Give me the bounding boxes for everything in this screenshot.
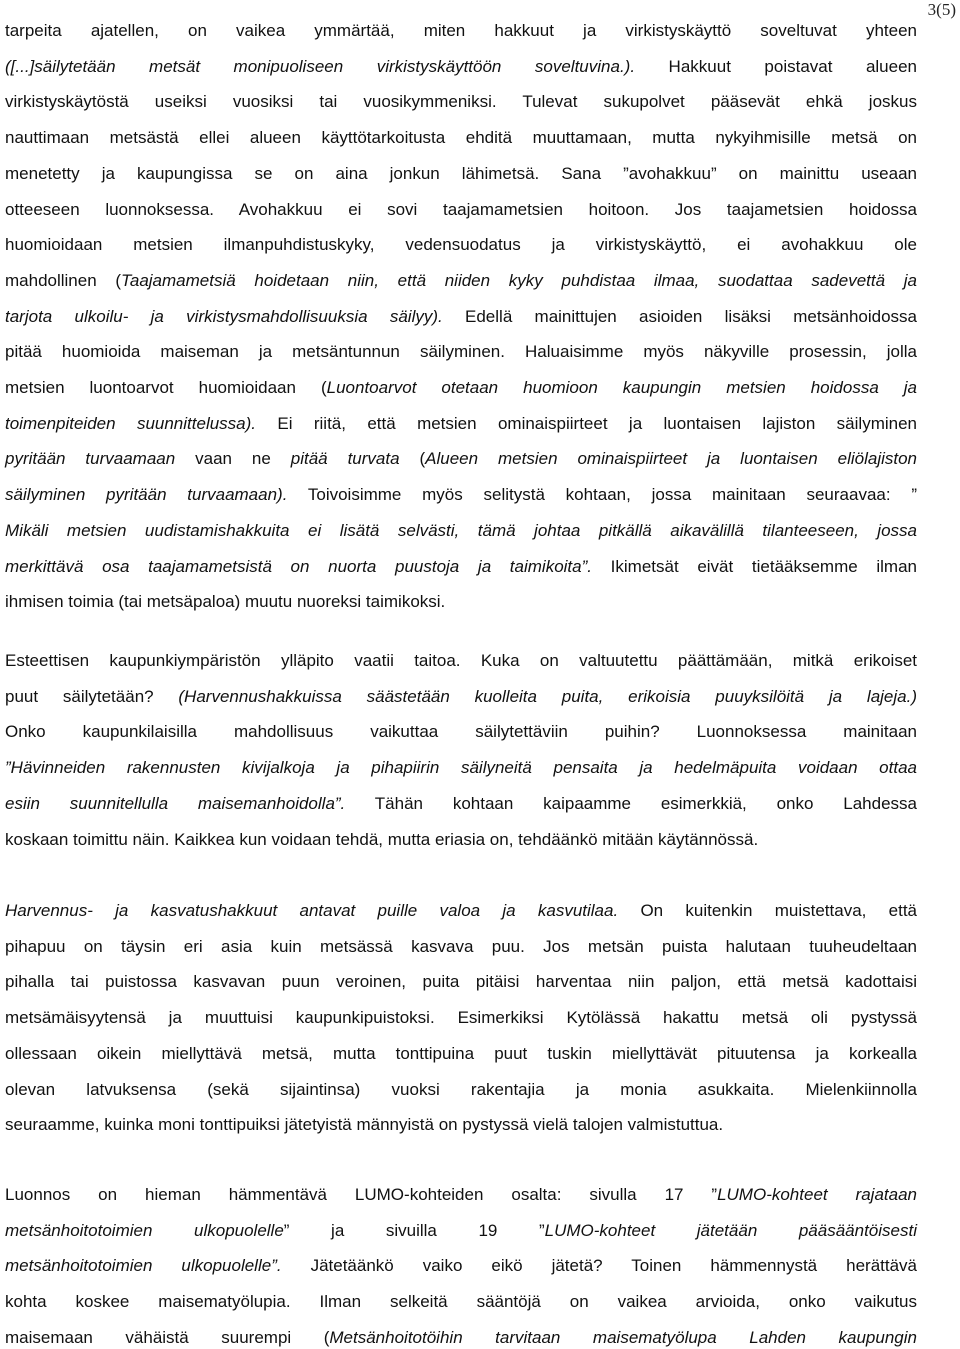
text-line: [5, 971, 917, 993]
text-line: [5, 484, 917, 506]
italic-quote-text: (Harvennushakkuissa säästetään kuolleita puita, erikoisia puuyksilöitä ja lajeja.): [178, 686, 917, 706]
text-line: [5, 199, 917, 221]
body-text: maisemaan vähäistä suurempi (: [5, 1327, 330, 1347]
italic-quote-text: LUMO-kohteet rajataan: [717, 1185, 917, 1204]
italic-quote-text: Mikäli metsien uudistamishakkuita ei lisätä selvästi, tämä johtaa pitkällä aikavälillä tilanteeseen, jossa: [5, 520, 917, 540]
body-text: pitää huomioida maiseman ja metsäntunnun säilyminen. Haluaisimme myös näkyville prosessin, jolla: [5, 342, 917, 362]
text-line: [5, 270, 917, 292]
body-text: Ei riitä, että metsien ominaispiirteet ja luontaisen lajiston säilyminen: [256, 413, 917, 433]
text-line: [5, 91, 917, 113]
italic-quote-text: Harvennus- ja kasvatushakkuut antavat puille valoa ja kasvutilaa.: [5, 901, 619, 920]
italic-quote-text: säilyminen pyritään turvaamaan).: [5, 485, 288, 505]
body-text: virkistyskäytöstä useiksi vuosiksi tai vuosikymmeniksi. Tulevat sukupolvet pääsevät ehkä joskus: [5, 92, 917, 112]
text-line: [5, 20, 917, 42]
body-text: Jätetäänkö vaiko eikö jätetä? Toinen hämmennystä herättävä: [281, 1256, 918, 1276]
body-text: ihmisen toimia (tai metsäpaloa) muutu nuoreksi taimikoksi.: [5, 592, 446, 612]
body-text: koskaan toimittu näin. Kaikkea kun voidaan tehdä, mutta eriasia on, tehdäänkö mitään käytännössä.: [5, 829, 759, 849]
italic-quote-text: Alueen metsien ominaispiirteet ja luontaisen eliölajiston: [425, 449, 918, 469]
body-text: Luonnos on hieman hämmentävä LUMO-kohteiden osalta: sivulla 17 ”: [5, 1185, 718, 1204]
text-line: [5, 413, 917, 435]
body-text: nauttimaan metsästä ellei alueen käyttötarkoitusta ehditä muuttamaan, mutta nykyihmisille metsä on: [5, 128, 917, 148]
text-line: [5, 448, 917, 470]
body-text: Ikimetsät eivät tietääksemme ilman: [592, 556, 917, 576]
italic-quote-text: toimenpiteiden suunnittelussa).: [5, 413, 257, 433]
body-text: puut säilytetään?: [5, 686, 179, 706]
text-line: [5, 591, 917, 613]
body-text: kohta koskee maisematyölupia. Ilman selkeitä sääntöjä on vaikea arvioida, onko vaikutus: [5, 1292, 917, 1312]
body-text: pihalla tai puistossa kasvavan puun veroinen, puita pitäisi harventaa niin paljon, että metsä kadottaisi: [5, 972, 917, 992]
italic-quote-text: Luontoarvot otetaan huomioon kaupungin metsien hoidossa ja: [326, 378, 917, 397]
text-line: [5, 721, 917, 743]
italic-quote-text: LUMO-kohteet jätetään pääsääntöisesti: [544, 1220, 917, 1240]
text-line: [5, 341, 917, 363]
page-number: 3(5): [927, 0, 956, 19]
text-line: [5, 1184, 917, 1206]
text-line: [5, 900, 917, 922]
text-line: [5, 793, 917, 815]
text-line: [5, 1327, 917, 1349]
body-text: metsien luontoarvot huomioidaan (: [5, 378, 327, 397]
italic-quote-text: esiin suunnitellulla maisemanhoidolla”.: [5, 793, 346, 813]
body-text: Esteettisen kaupunkiympäristön ylläpito vaatii taitoa. Kuka on valtuutettu päättämään, mitkä erikoiset: [5, 651, 917, 670]
text-line: [5, 234, 917, 256]
text-line: [5, 1079, 917, 1101]
italic-quote-text: metsänhoitotoimien ulkopuolelle”.: [5, 1256, 282, 1276]
body-text: otteeseen luonnoksessa. Avohakkuu ei sovi taajamametsien hoitoon. Jos taajametsien hoidossa: [5, 199, 917, 219]
body-text: Tähän kohtaan kaipaamme esimerkkiä, onko Lahdessa: [345, 793, 917, 813]
body-text: tarpeita ajatellen, on vaikea ymmärtää, miten hakkuut ja virkistyskäyttö soveltuvat yhteen: [5, 21, 917, 40]
text-line: [5, 1043, 917, 1065]
body-text: metsämäisyytensä ja muuttuisi kaupunkipuistoksi. Esimerkiksi Kytölässä hakattu metsä oli pystyssä: [5, 1008, 917, 1028]
italic-quote-text: ”Hävinneiden rakennusten kivijalkoja ja pihapiirin säilyneitä pensaita ja hedelmäpuita voidaan ottaa: [5, 758, 917, 778]
text-line: [5, 56, 917, 78]
text-line: [5, 1007, 917, 1029]
text-line: [5, 1114, 917, 1136]
body-text: ” ja sivuilla 19 ”: [283, 1220, 545, 1240]
text-line: [5, 163, 917, 185]
body-text: olevan latvuksensa (sekä sijaintinsa) vuoksi rakentajia ja monia asukkaita. Mielenkiinnolla: [5, 1079, 917, 1099]
body-text: pihapuu on täysin eri asia kuin metsässä kasvava puu. Jos metsän puista halutaan tuuheudeltaan: [5, 936, 917, 956]
italic-quote-text: metsänhoitotoimien ulkopuolelle: [5, 1220, 284, 1240]
body-text: ollessaan oikein miellyttävä metsä, mutta tonttipuina puut tuskin miellyttävät pituutensa ja korkealla: [5, 1043, 917, 1063]
italic-quote-text: Metsänhoitotöihin tarvitaan maisematyölupa Lahden kaupungin: [329, 1327, 917, 1347]
text-line: [5, 650, 917, 672]
italic-quote-text: ([...]säilytetään metsät monipuoliseen virkistyskäyttöön soveltuvina.).: [5, 56, 669, 76]
italic-quote-text: pyritään turvaamaan: [5, 449, 176, 469]
body-text: huomioidaan metsien ilmanpuhdistuskyky, vedensuodatus ja virkistyskäyttö, ei avohakkuu ole: [5, 235, 917, 255]
text-line: [5, 1255, 917, 1277]
italic-quote-text: tarjota ulkoilu- ja virkistysmahdollisuuksia säilyy).: [5, 306, 443, 326]
body-text: vaan ne: [175, 449, 291, 469]
text-line: [5, 520, 917, 542]
text-line: [5, 757, 917, 779]
text-line: [5, 306, 917, 328]
body-text: Onko kaupunkilaisilla mahdollisuus vaikuttaa säilytettäviin puihin? Luonnoksessa mainitaan: [5, 722, 917, 742]
body-text: (: [399, 449, 426, 469]
italic-quote-text: pitää turvata: [290, 449, 400, 469]
text-line: [5, 127, 917, 149]
body-text: Edellä mainittujen asioiden lisäksi metsänhoidossa: [442, 306, 917, 326]
body-text: menetetty ja kaupungissa se on aina jonkun lähimetsä. Sana ”avohakkuu” on mainittu useaan: [5, 163, 917, 183]
text-line: [5, 686, 917, 708]
text-line: [5, 936, 917, 958]
text-line: [5, 829, 917, 851]
text-line: [5, 1291, 917, 1313]
text-line: [5, 1220, 917, 1242]
text-line: [5, 377, 917, 399]
body-text: Hakkuut poistavat alueen: [668, 56, 917, 76]
italic-quote-text: merkittävä osa taajamametsistä on nuorta puustoja ja taimikoita”.: [5, 556, 592, 576]
body-text: On kuitenkin muistettava, että: [618, 901, 917, 920]
body-text: mahdollinen (: [5, 270, 122, 290]
text-line: [5, 556, 917, 578]
italic-quote-text: Taajamametsiä hoidetaan niin, että niiden kyky puhdistaa ilmaa, suodattaa sadevettä ja: [121, 270, 917, 290]
body-text: seuraamme, kuinka moni tonttipuiksi jätetyistä männyistä on pystyssä vielä talojen valmistuttua.: [5, 1115, 724, 1135]
body-text: Toivoisimme myös selitystä kohtaan, jossa mainitaan seuraavaa: ”: [287, 485, 917, 505]
